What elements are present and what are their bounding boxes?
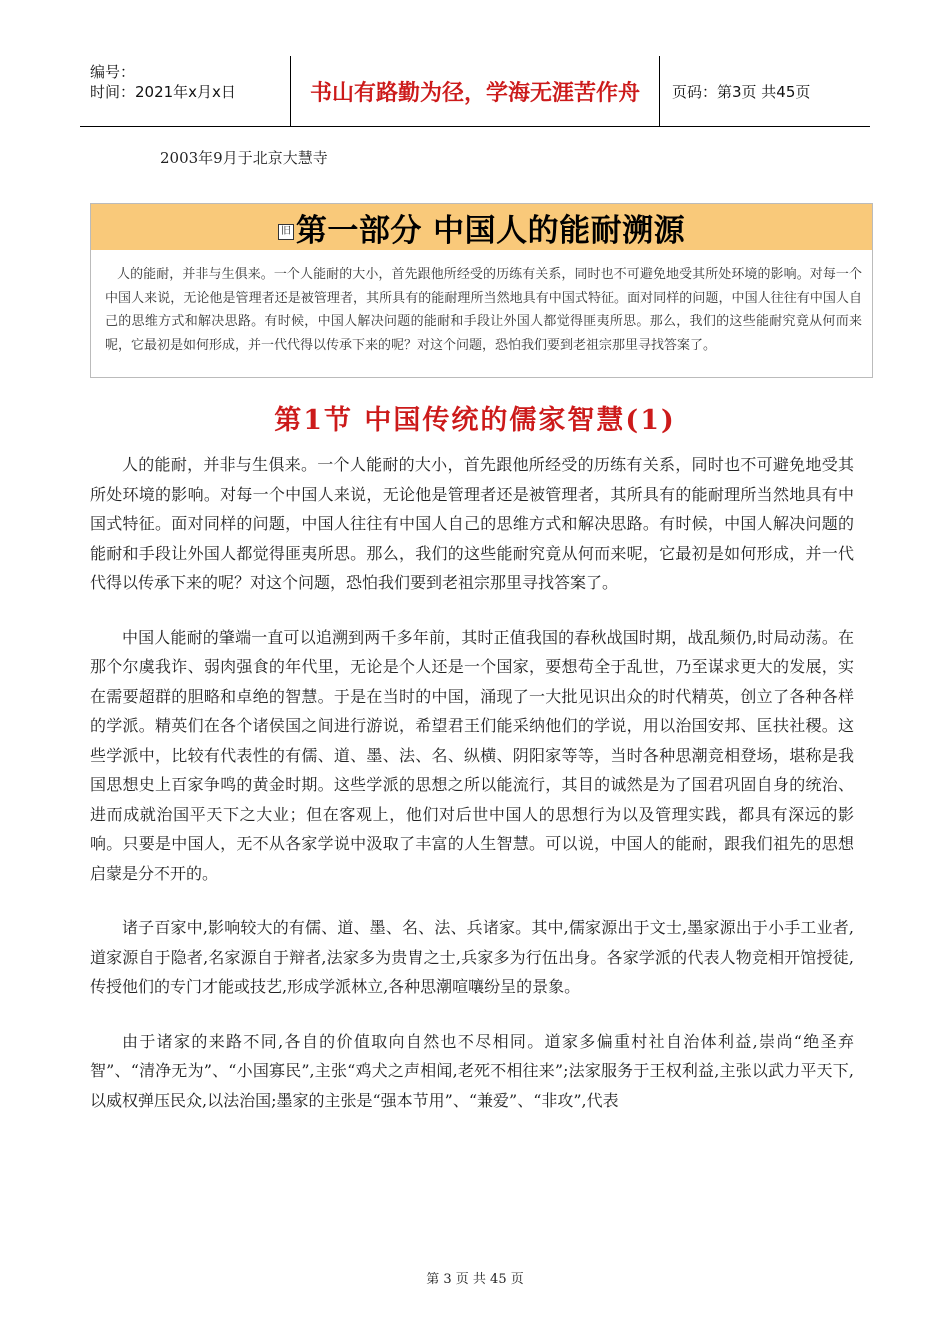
date-line: 2003年9月于北京大慧寺: [160, 149, 328, 167]
paragraph: 人的能耐，并非与生俱来。一个人能耐的大小，首先跟他所经受的历练有关系，同时也不可避免地受其所处环境的影响。对每一个中国人来说，无论他是管理者还是被管理者，其所具有的能耐理所当然地具有中国式特征。面对同样的问题，中国人往往有中国人自己的思维方式和解决思路。有时候，中国人解决问题的能耐和手段让外国人都觉得匪夷所思。那么，我们的这些能耐究竟从何而来呢，它最初是如何形成，并一代代得以传承下来的呢？对这个问题，恐怕我们要到老祖宗那里寻找答案了。: [90, 455, 854, 592]
paragraph: 由于诸家的来路不同,各自的价值取向自然也不尽相同。道家多偏重村社自治体利益,崇尚“绝圣弃智”、“清净无为”、“小国寡民”,主张“鸡犬之声相闻,老死不相往来”;法家服务于王权利益,主张以武力平天下,以威权弹压民众,以法治国;墨家的主张是“强本节用”、“兼爱”、“非攻”,代表: [90, 1031, 854, 1110]
section-title: 第1节 中国传统的儒家智慧(1): [274, 405, 676, 436]
header-meta: [80, 56, 290, 132]
header-page-info: [660, 56, 870, 126]
part-box: [90, 203, 873, 378]
body-text: [90, 450, 854, 1140]
number-label: 编号：: [90, 63, 136, 81]
motto-text: 书山有路勤为径，学海无涯苦作舟: [309, 79, 640, 106]
paragraph: 中国人能耐的肇端一直可以追溯到两千多年前，其时正值我国的春秋战国时期，战乱频仍,时局动荡。在那个尔虞我诈、弱肉强食的年代里，无论是个人还是一个国家，要想苟全于乱世，乃至谋求更大的发展，实在需要超群的胆略和卓绝的智慧。于是在当时的中国，涌现了一大批见识出众的时代精英，创立了各种各样的学派。精英们在各个诸侯国之间进行游说，希望君王们能采纳他们的学说，用以治国安邦、匡扶社稷。这些学派中，比较有代表性的有儒、道、墨、法、名、纵横、阴阳家等等，当时各种思潮竞相登场，堪称是我国思想史上百家争鸣的黄金时期。这些学派的思想之所以能流行，其目的诚然是为了国君巩固自身的统治、进而成就治国平天下之大业；但在客观上，他们对后世中国人的思想行为以及管理实践，都具有深远的影响。只要是中国人，无不从各家学说中汲取了丰富的人生智慧。可以说，中国人的能耐，跟我们祖先的思想启蒙是分不开的。: [90, 627, 854, 883]
bookmark-icon: 旧: [278, 224, 294, 240]
part-intro: 人的能耐，并非与生俱来。一个人能耐的大小，首先跟他所经受的历练有关系，同时也不可避免地受其所处环境的影响。对每一个中国人来说，无论他是管理者还是被管理者，其所具有的能耐理所当然地具有中国式特征。面对同样的问题，中国人往往有中国人自己的思维方式和解决思路。有时候，中国人解决问题的能耐和手段让外国人都觉得匪夷所思。那么，我们的这些能耐究竟从何而来呢，它最初是如何形成，并一代代得以传承下来的呢？对这个问题，恐怕我们要到老祖宗那里寻找答案了。: [105, 267, 862, 353]
time-label: 时间：2021年x月x日: [90, 83, 236, 101]
header-motto: [290, 56, 660, 126]
page-header: [80, 56, 870, 127]
part-title: 第一部分 中国人的能耐溯源: [295, 212, 686, 249]
paragraph: 诸子百家中,影响较大的有儒、道、墨、名、法、兵诸家。其中,儒家源出于文士,墨家源出于小手工业者,道家源自于隐者,名家源自于辩者,法家多为贵胄之士,兵家多为行伍出身。各家学派的代表人物竞相开馆授徒,传授他们的专门才能或技艺,形成学派林立,各种思潮喧嚷纷呈的景象。: [90, 918, 854, 996]
part-title-bar: [91, 204, 872, 250]
page-info-text: 页码：第3页 共45页: [672, 82, 811, 101]
page-footer: 第 3 页 共 45 页: [426, 1272, 524, 1287]
